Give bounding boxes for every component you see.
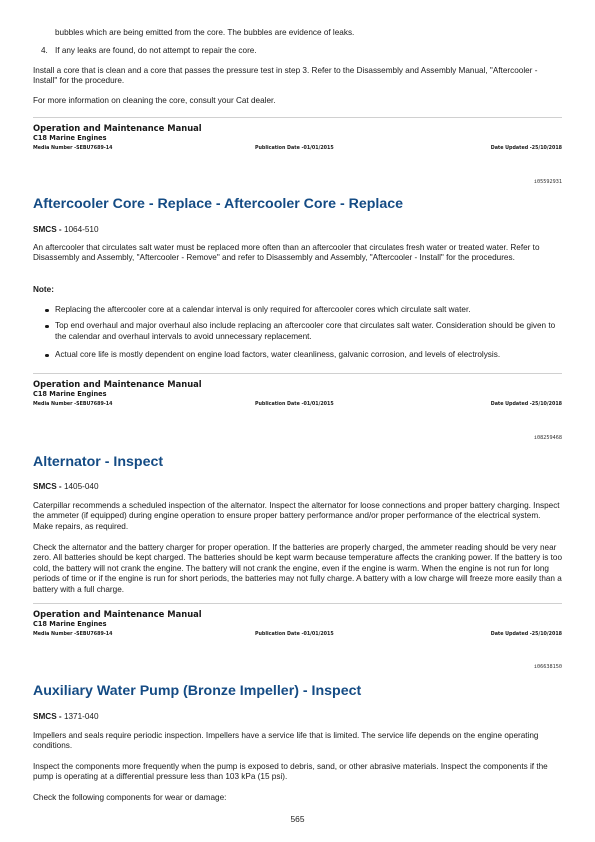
doc-id: i08259468 bbox=[533, 435, 562, 441]
manual-title: Operation and Maintenance Manual bbox=[33, 123, 202, 133]
smcs-value: 1064-510 bbox=[63, 225, 99, 234]
note-bullet-list bbox=[33, 305, 562, 367]
manual-subtitle: C18 Marine Engines bbox=[33, 390, 107, 398]
publication-date: Publication Date -01/01/2015 bbox=[255, 146, 334, 151]
section-title: Aftercooler Core - Replace - Aftercooler Core - Replace bbox=[33, 196, 404, 212]
publication-date: Publication Date -01/01/2015 bbox=[255, 402, 334, 407]
media-number: Media Number -SEBU7689-14 bbox=[33, 402, 113, 407]
section-title: Alternator - Inspect bbox=[33, 454, 164, 470]
smcs-label: SMCS - bbox=[33, 482, 62, 491]
smcs-code bbox=[33, 712, 99, 722]
manual-subtitle: C18 Marine Engines bbox=[33, 134, 107, 142]
smcs-code bbox=[33, 482, 99, 492]
section-title: Auxiliary Water Pump (Bronze Impeller) - Inspect bbox=[33, 683, 362, 699]
cleaning-info-paragraph: For more information on cleaning the core, consult your Cat dealer. bbox=[33, 96, 276, 105]
manual-meta-row bbox=[33, 631, 562, 641]
date-updated: Date Updated -25/10/2018 bbox=[490, 146, 562, 151]
date-updated: Date Updated -25/10/2018 bbox=[490, 402, 562, 407]
media-number: Media Number -SEBU7689-14 bbox=[33, 146, 113, 151]
smcs-code bbox=[33, 225, 99, 235]
alternator-inspect-paragraph: Caterpillar recommends a scheduled inspection of the alternator. Inspect the alternator for loose connections and proper battery charging. Inspect the ammeter (if equipped) during engine operation to ensure proper battery performance and/or proper performance of the electrical system. Make repairs, as required. bbox=[33, 501, 560, 531]
doc-id: i05592931 bbox=[533, 179, 562, 185]
inspect-components-paragraph: Inspect the components more frequently when the pump is exposed to debris, sand, or other abrasive materials. Inspect the components if the pump is operating at a differential pressure less than 103 kPa (15 psi). bbox=[33, 762, 548, 782]
list-item: Top end overhaul and major overhaul also include replacing an aftercooler core that circulates salt water. Consideration should be given to the calendar and overhaul intervals to avoid unnecessary replacement. bbox=[33, 321, 562, 342]
step-4-number: 4. bbox=[41, 46, 48, 55]
page-number: 565 bbox=[290, 814, 305, 824]
list-item: Actual core life is mostly dependent on engine load factors, water cleanliness, galvanic corrosion, and levels of electrolysis. bbox=[33, 350, 562, 360]
smcs-label: SMCS - bbox=[33, 225, 62, 234]
manual-subtitle: C18 Marine Engines bbox=[33, 620, 107, 628]
doc-id: i06638150 bbox=[533, 664, 562, 670]
install-core-paragraph: Install a core that is clean and a core that passes the pressure test in step 3. Refer to the Disassembly and Assembly Manual, "Aftercooler - Install" for the procedure. bbox=[33, 66, 538, 86]
smcs-value: 1405-040 bbox=[63, 482, 99, 491]
list-item: Replacing the aftercooler core at a calendar interval is only required for aftercooler cores which circulate salt water. bbox=[33, 305, 562, 315]
check-components-paragraph: Check the following components for wear or damage: bbox=[33, 793, 227, 802]
manual-header bbox=[33, 373, 562, 411]
alternator-check-paragraph: Check the alternator and the battery charger for proper operation. If the batteries are properly charged, the ammeter reading should be very near zero. All batteries should be kept charged. The batteries should be kept warm because temperature affects the cranking power. If the battery is too cold, the battery will not crank the engine. The battery will not crank the engine, even if the engine is warm. When the engine is not run for long periods of time or if the engine is run for short periods, the batteries may not fully charge. A battery with a low charge will freeze more easily than a battery with a full charge. bbox=[33, 543, 563, 594]
document-page bbox=[33, 0, 563, 824]
manual-meta-row bbox=[33, 145, 562, 155]
date-updated: Date Updated -25/10/2018 bbox=[490, 632, 562, 637]
media-number: Media Number -SEBU7689-14 bbox=[33, 632, 113, 637]
note-label: Note: bbox=[33, 285, 54, 294]
continued-line: bubbles which are being emitted from the core. The bubbles are evidence of leaks. bbox=[55, 28, 355, 37]
publication-date: Publication Date -01/01/2015 bbox=[255, 632, 334, 637]
smcs-value: 1371-040 bbox=[63, 712, 99, 721]
step-4 bbox=[33, 46, 562, 56]
smcs-label: SMCS - bbox=[33, 712, 62, 721]
impeller-paragraph: Impellers and seals require periodic inspection. Impellers have a service life that is limited. The service life depends on the engine operating conditions. bbox=[33, 731, 539, 751]
manual-title: Operation and Maintenance Manual bbox=[33, 609, 202, 619]
aftercooler-body: An aftercooler that circulates salt water must be replaced more often than an aftercooler that circulates fresh water or treated water. Refer to Disassembly and Assembly, "Aftercooler - Remove" and refer to Disassembly and Assembly, "Aftercooler - Install" for the procedures. bbox=[33, 243, 540, 263]
manual-title: Operation and Maintenance Manual bbox=[33, 379, 202, 389]
step-4-text: If any leaks are found, do not attempt to repair the core. bbox=[55, 46, 257, 55]
manual-meta-row bbox=[33, 401, 562, 411]
manual-header bbox=[33, 117, 562, 155]
manual-header bbox=[33, 603, 562, 641]
